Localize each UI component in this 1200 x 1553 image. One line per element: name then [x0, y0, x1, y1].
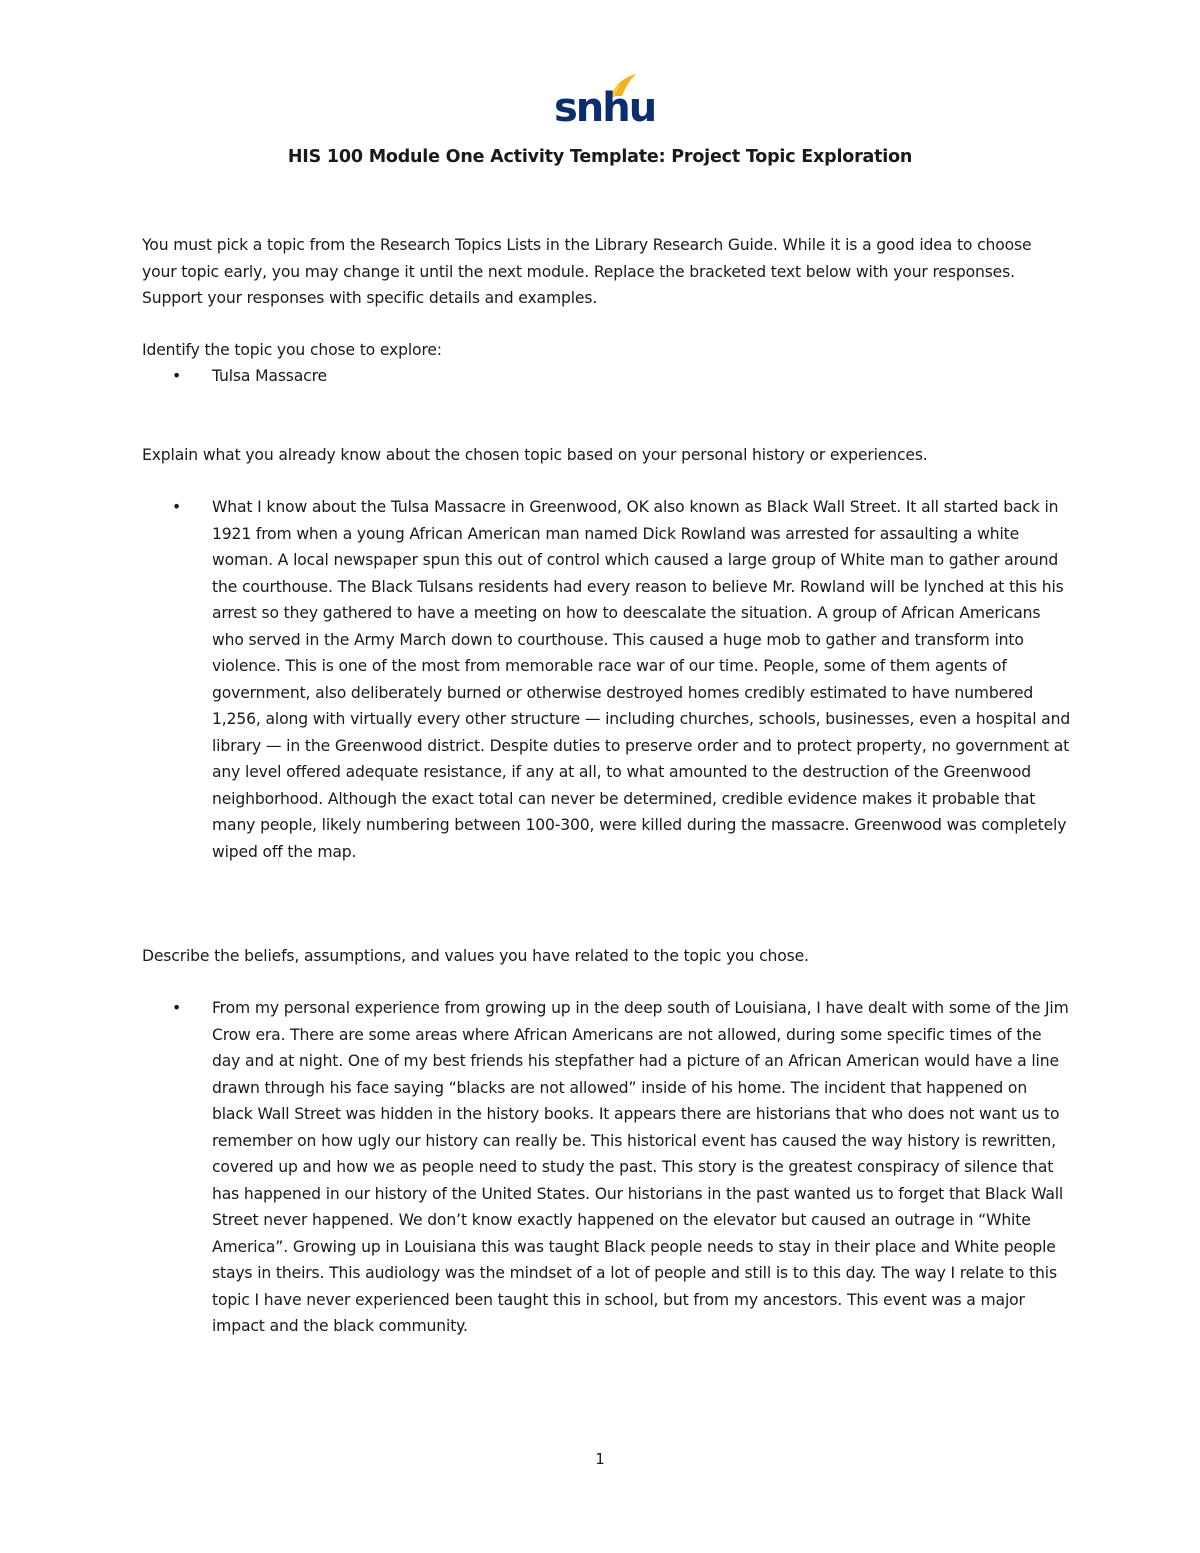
section-prompt-topic: Identify the topic you chose to explore: [142, 341, 442, 359]
page-number: 1 [595, 1450, 605, 1468]
section-prompt-beliefs: Describe the beliefs, assumptions, and values you have related to the topic you chose. [142, 947, 809, 965]
bullet-text: From my personal experience from growing up in the deep south of Louisiana, I have dealt with some of the Jim Crow era. There are some areas where African Americans are not allowed, during some specific times of the day and at night. One of my best friends his stepfather had a picture of an African American would have a line drawn through his face saying “blacks are not allowed” inside of his home. The incident that happened on black Wall Street was hidden in the history books. It appears there are historians that who does not want us to remember on how ugly our history can really be. This historical event has caused the way history is rewritten, covered up and how we as people need to study the past. This story is the greatest conspiracy of silence that has happened in our history of the United States. Our historians in the past wanted us to forget that Black Wall Street never happened. We don’t know exactly happened on the elevator but caused an outrage in “White America”. Growing up in Louisiana this was taught Black people needs to stay in their place and White people stays in theirs. This audiology was the mindset of a lot of people and still is to this day. The way I relate to this topic I have never experienced been taught this in school, but from my ancestors. This event was a major impact and the black community. [212, 999, 1069, 1335]
bullet-text: What I know about the Tulsa Massacre in Greenwood, OK also known as Black Wall Street. It all started back in 1921 from when a young African American man named Dick Rowland was arrested for assaulting a white woman. A local newspaper spun this out of control which caused a large group of White man to gather around the courthouse. The Black Tulsans residents had every reason to believe Mr. Rowland will be lynched at this his arrest so they gathered to have a meeting on how to deescalate the situation. A group of African Americans who served in the Army March down to courthouse. This caused a huge mob to gather and transform into violence. This is one of the most from memorable race war of our time. People, some of them agents of government, also deliberately burned or otherwise destroyed homes credibly estimated to have numbered 1,256, along with virtually every other structure — including churches, schools, businesses, even a hospital and library — in the Greenwood district. Despite duties to preserve order and to protect property, no government at any level offered adequate resistance, if any at all, to what amounted to the destruction of the Greenwood neighborhood. Although the exact total can never be determined, credible evidence makes it probable that many people, likely numbering between 100-300, were killed during the massacre. Greenwood was completely wiped off the map. [212, 498, 1071, 861]
bullet-text: Tulsa Massacre [212, 367, 327, 385]
logo-wordmark: snhu [554, 85, 656, 131]
intro-paragraph: You must pick a topic from the Research Topics Lists in the Library Research Guide. While it is a good idea to choose your topic early, you may change it until the next module. Replace the bracketed text below with your responses. Support your responses with specific details and examples. [142, 236, 1032, 307]
section-prompt-knowledge: Explain what you already know about the chosen topic based on your personal history or experiences. [142, 446, 928, 464]
bullet-marker: • [172, 999, 182, 1017]
bullet-topic [172, 363, 1072, 390]
document-title: HIS 100 Module One Activity Template: Project Topic Exploration [287, 147, 913, 167]
bullet-beliefs [172, 995, 1072, 1340]
snhu-logo [554, 72, 656, 132]
bullet-marker: • [172, 367, 182, 385]
bullet-knowledge [172, 494, 1072, 865]
bullet-marker: • [172, 498, 182, 516]
